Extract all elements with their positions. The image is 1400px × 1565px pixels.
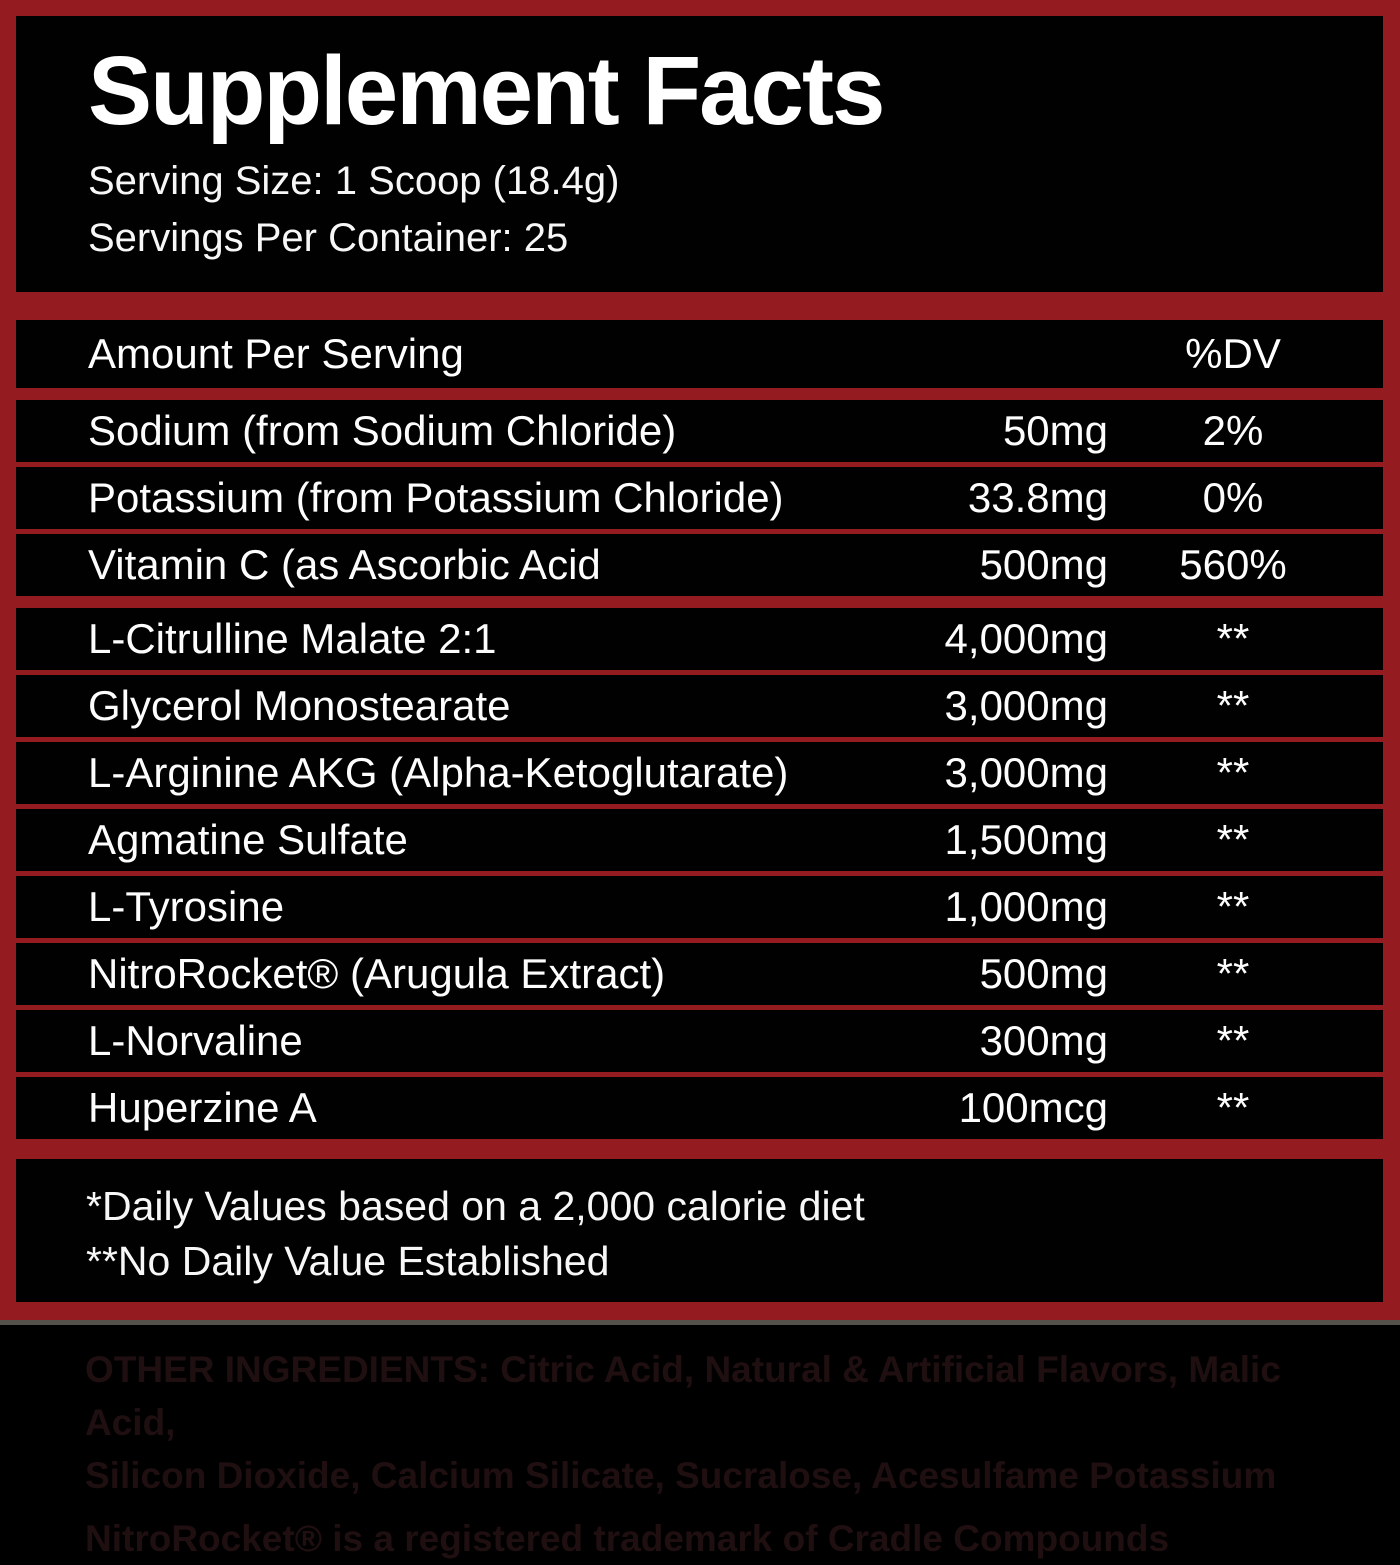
nutrient-dv: **: [1216, 883, 1250, 930]
nutrient-amount: 3,000mg: [944, 749, 1108, 796]
table-row: [16, 534, 1383, 596]
serving-size: Serving Size: 1 Scoop (18.4g): [88, 158, 620, 203]
nutrient-name: Huperzine A: [88, 1084, 317, 1131]
nutrient-amount: 500mg: [979, 541, 1108, 588]
nutrient-amount: 1,000mg: [944, 883, 1108, 930]
nutrient-group-vitamins: [16, 400, 1383, 596]
nutrient-amount: 1,500mg: [944, 816, 1108, 863]
nutrient-dv: 560%: [1179, 541, 1287, 588]
nutrient-name: Vitamin C (as Ascorbic Acid: [88, 541, 601, 588]
page-title: Supplement Facts: [88, 36, 884, 145]
serving-info: [88, 153, 1383, 267]
table-row: [16, 809, 1383, 871]
nutrient-dv: **: [1216, 682, 1250, 729]
nutrient-amount: 3,000mg: [944, 682, 1108, 729]
nutrient-amount: 500mg: [979, 950, 1108, 997]
table-row: [16, 876, 1383, 938]
table-row: [16, 467, 1383, 529]
nutrient-name: L-Norvaline: [88, 1017, 303, 1064]
nutrient-group-actives: [16, 608, 1383, 1139]
nutrient-dv: **: [1216, 615, 1250, 662]
nutrient-amount: 50mg: [1002, 407, 1108, 454]
nutrient-dv: **: [1216, 1084, 1250, 1131]
footnotes: [16, 1159, 1383, 1302]
nutrient-name: Potassium (from Potassium Chloride): [88, 474, 784, 521]
nutrient-dv: **: [1216, 749, 1250, 796]
nutrient-amount: 100mcg: [958, 1084, 1108, 1131]
nutrient-dv: **: [1216, 816, 1250, 863]
nutrient-name: Sodium (from Sodium Chloride): [88, 407, 677, 454]
nutrient-amount: 300mg: [979, 1017, 1108, 1064]
table-row: [16, 400, 1383, 462]
nutrient-amount: 33.8mg: [967, 474, 1108, 521]
nutrient-dv: **: [1216, 1017, 1250, 1064]
nutrient-dv: 0%: [1202, 474, 1264, 521]
other-ingredients-line1: OTHER INGREDIENTS: Citric Acid, Natural & Artificial Flavors, Malic Acid,: [85, 1349, 1281, 1443]
table-row: [16, 943, 1383, 1005]
amount-per-serving-header: Amount Per Serving: [88, 330, 464, 377]
other-ingredients-line2: Silicon Dioxide, Calcium Silicate, Sucralose, Acesulfame Potassium: [85, 1455, 1277, 1496]
trademark-note: NitroRocket® is a registered trademark of Cradle Compounds: [85, 1518, 1170, 1559]
column-header-row: [16, 320, 1383, 388]
label-header: [16, 16, 1383, 292]
servings-per-container: Servings Per Container: 25: [88, 215, 569, 260]
table-row: [16, 1077, 1383, 1139]
table-row: [16, 1010, 1383, 1072]
table-row: [16, 675, 1383, 737]
nutrient-name: NitroRocket® (Arugula Extract): [88, 950, 666, 997]
nutrient-name: Glycerol Monostearate: [88, 682, 511, 729]
footnote-no-daily-value: **No Daily Value Established: [86, 1238, 610, 1284]
nutrient-dv: **: [1216, 950, 1250, 997]
nutrient-dv: 2%: [1202, 407, 1264, 454]
footnote-daily-values: *Daily Values based on a 2,000 calorie diet: [86, 1183, 865, 1229]
other-ingredients-section: [0, 1325, 1400, 1565]
nutrient-name: L-Citrulline Malate 2:1: [88, 615, 497, 662]
nutrient-name: L-Arginine AKG (Alpha-Ketoglutarate): [88, 749, 789, 796]
nutrient-name: L-Tyrosine: [88, 883, 285, 930]
nutrient-name: Agmatine Sulfate: [88, 816, 408, 863]
table-row: [16, 608, 1383, 670]
dv-column-header: %DV: [1185, 330, 1281, 377]
table-row: [16, 742, 1383, 804]
nutrient-amount: 4,000mg: [944, 615, 1108, 662]
